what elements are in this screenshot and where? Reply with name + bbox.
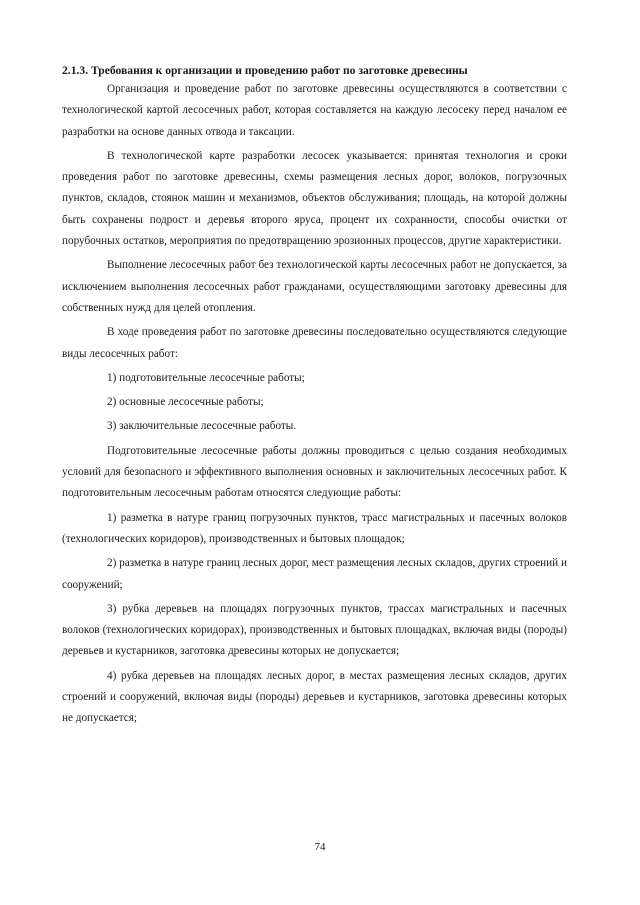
work-item-1: 1) разметка в натуре границ погрузочных пунктов, трасс магистральных и пасечных волоков (технологических коридоров), производственных и бытовых площадок; [62,511,567,545]
work-item-4: 4) рубка деревьев на площадях лесных дорог, в местах размещения лесных складов, других строений и сооружений, включая виды (породы) деревьев и кустарников, заготовка древесины которых не допускается; [62,669,567,725]
paragraph-3: Выполнение лесосечных работ без технологической карты лесосечных работ не допускается, за исключением выполнения лесосечных работ гражданами, осуществляющими заготовку древесины для собственных нужд для целей отопления. [62,259,567,314]
paragraph-1: Организация и проведение работ по заготовке древесины осуществляются в соответствии с технологической картой лесосечных работ, которая составляется на каждую лесосеку перед началом ее разработки на основе данных отвода и таксации. [62,83,567,138]
work-item-3: 3) рубка деревьев на площадях погрузочных пунктов, трассах магистральных и пасечных волоков (технологических коридорах), производственных и бытовых площадках, включая виды (породы) деревьев и кустарников, заготовка древесины которых не допускается; [62,602,567,658]
paragraph-5: Подготовительные лесосечные работы должны проводиться с целью создания необходимых условий для безопасного и эффективного выполнения основных и заключительных лесосечных работ. К подготовительным лесосечным работам относятся следующие работы: [62,444,567,500]
list-item-1: 1) подготовительные лесосечные работы; [107,371,305,384]
work-item-2: 2) разметка в натуре границ лесных дорог, мест размещения лесных складов, других строений и сооружений; [62,557,567,591]
document-page [62,63,567,733]
list-item-3: 3) заключительные лесосечные работы. [107,420,297,433]
paragraph-2: В технологической карте разработки лесосек указывается: принятая технология и сроки проведения работ по заготовке древесины, схемы размещения лесных дорог, волоков, погрузочных пунктов, складов, стоянок машин и механизмов, объектов обслуживания; площадь, на которой должны быть сохранены подрост и деревья второго яруса, процент их сохранности, способы очистки от порубочных остатков, мероприятия по предотвращению эрозионных процессов, другие характеристики. [62,149,567,248]
paragraph-4: В ходе проведения работ по заготовке древесины последовательно осуществляются следующие виды лесосечных работ: [62,326,567,360]
section-heading: 2.1.3. Требования к организации и проведению работ по заготовке древесины [62,64,468,77]
page-number: 74 [314,841,326,853]
list-item-2: 2) основные лесосечные работы; [107,396,264,409]
